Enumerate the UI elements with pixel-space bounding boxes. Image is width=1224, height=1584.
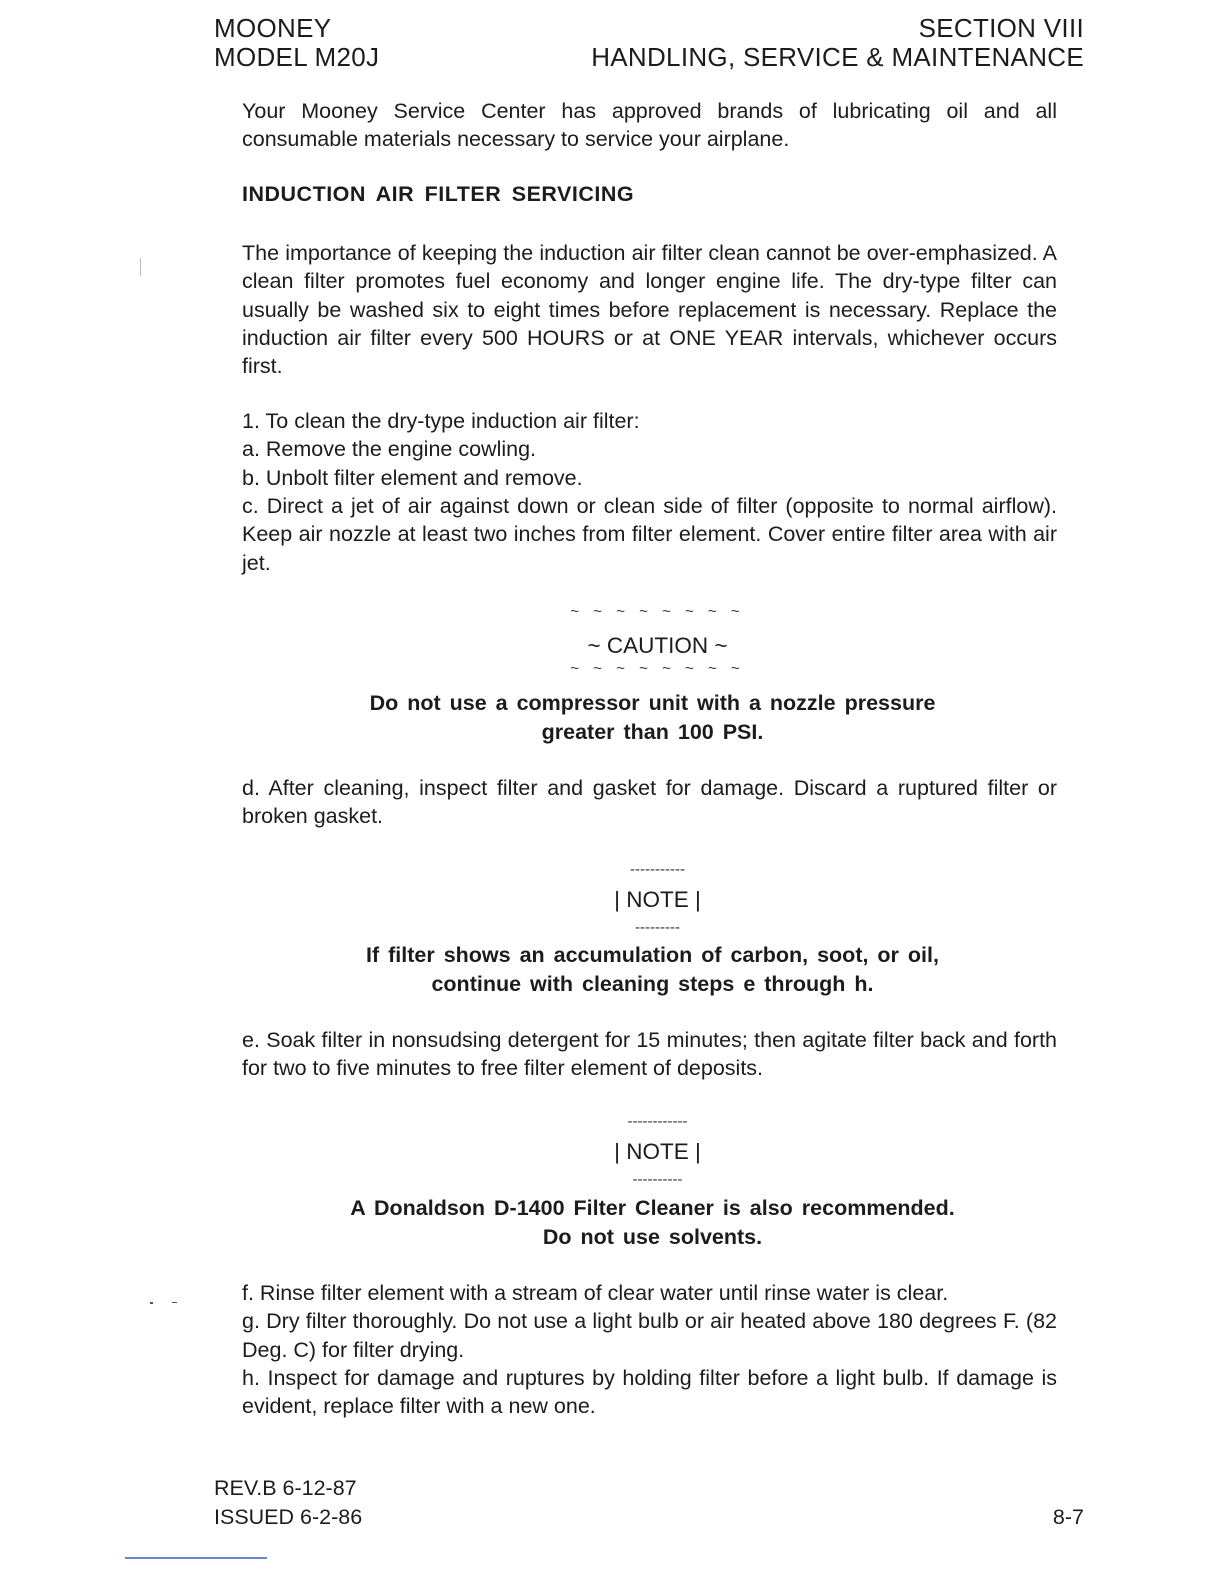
note2-border-bottom: ----------: [632, 1171, 683, 1188]
header-left: [214, 14, 379, 72]
footer-issued: ISSUED 6-2-86: [214, 1505, 363, 1529]
bottom-rule: [125, 1557, 267, 1559]
note2-line-2: Do not use solvents.: [542, 1225, 763, 1249]
footer-rev: REV.B 6-12-87: [214, 1476, 357, 1500]
steps-list: [242, 407, 1057, 492]
note1-text: [245, 941, 1060, 999]
header-right: [591, 14, 1084, 72]
step-a: a. Remove the engine cowling.: [242, 437, 537, 462]
note1-title: | NOTE |: [614, 887, 701, 912]
note2-text: [245, 1194, 1060, 1252]
caution-line-1: Do not use a compressor unit with a nozzle pressure: [369, 691, 936, 715]
note1-line-1: If filter shows an accumulation of carbon, soot, or oil,: [366, 943, 939, 967]
note1-line-2: continue with cleaning steps e through h.: [431, 972, 874, 996]
step-d: d. After cleaning, inspect filter and gasket for damage. Discard a ruptured filter or broken gasket.: [242, 776, 1057, 829]
intro-paragraph: Your Mooney Service Center has approved brands of lubricating oil and all consumable materials necessary to service your airplane.: [242, 99, 1057, 152]
header-section-title: HANDLING, SERVICE & MAINTENANCE: [591, 42, 1084, 72]
importance-paragraph: The importance of keeping the induction air filter clean cannot be over-emphasized. A clean filter promotes fuel economy and longer engine life. The dry-type filter can usually be washed six to eight times before replacement is necessary. Replace the induction air filter every 500 HOURS or at ONE YEAR intervals, whichever occurs first.: [242, 241, 1057, 379]
note2-border-top: ------------: [627, 1113, 688, 1130]
step-c: c. Direct a jet of air against down or clean side of filter (opposite to normal airflow). Keep air nozzle at least two inches from filter element. Cover entire filter area with air jet.: [242, 494, 1057, 575]
step-g: g. Dry filter thoroughly. Do not use a light bulb or air heated above 180 degrees F. (82 Deg. C) for filter drying.: [242, 1309, 1057, 1362]
note2-line-1: A Donaldson D-1400 Filter Cleaner is also recommended.: [350, 1196, 955, 1220]
note1-border-bottom: ---------: [635, 919, 680, 936]
footer-revision: [214, 1474, 362, 1532]
page-number: 8-7: [1052, 1505, 1084, 1529]
scan-speck: [140, 258, 141, 276]
caution-border-top: ~ ~ ~ ~ ~ ~ ~ ~: [570, 603, 745, 620]
note2-title: | NOTE |: [614, 1139, 701, 1164]
caution-border-bottom: ~ ~ ~ ~ ~ ~ ~ ~: [570, 660, 745, 677]
header-manufacturer: MOONEY: [214, 13, 332, 43]
caution-title: ~ CAUTION ~: [587, 633, 728, 658]
step-h: h. Inspect for damage and ruptures by holding filter before a light bulb. If damage is evident, replace filter with a new one.: [242, 1365, 1057, 1419]
final-steps: [242, 1279, 1057, 1420]
caution-line-2: greater than 100 PSI.: [541, 720, 764, 744]
header-model: MODEL M20J: [214, 42, 380, 72]
note1-border-top: -----------: [630, 861, 685, 878]
step-1: 1. To clean the dry-type induction air filter:: [242, 409, 640, 433]
caution-text: [245, 689, 1060, 747]
step-f: f. Rinse filter element with a stream of clear water until rinse water is clear.: [242, 1281, 949, 1305]
section-heading: INDUCTION AIR FILTER SERVICING: [242, 182, 635, 206]
step-e: e. Soak filter in nonsudsing detergent for 15 minutes; then agitate filter back and forth for two to five minutes to free filter element of deposits.: [242, 1028, 1057, 1081]
step-b: b. Unbolt filter element and remove.: [242, 465, 583, 490]
scan-speck: [172, 1302, 177, 1303]
scan-speck: [150, 1302, 153, 1304]
header-section: SECTION VIII: [918, 13, 1084, 43]
